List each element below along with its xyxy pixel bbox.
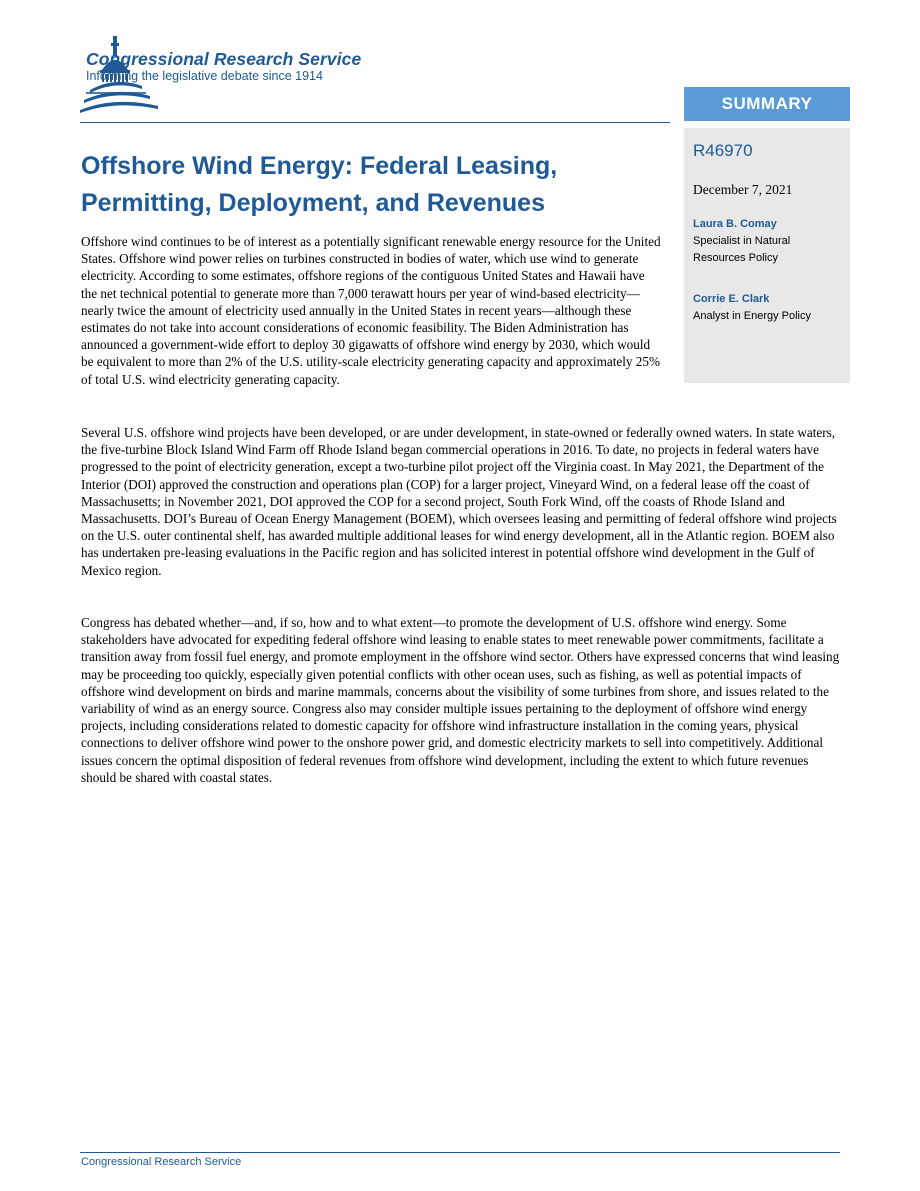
footer-divider [80, 1152, 840, 1153]
author-name: Corrie E. Clark [693, 293, 770, 305]
author-title: Analyst in Energy Policy [693, 310, 811, 322]
report-number: R46970 [693, 141, 753, 160]
summary-sidebar [684, 128, 850, 383]
body-paragraph: Several U.S. offshore wind projects have been developed, or are under development, in state-owned or federally owned waters. In state waters, the five-turbine Block Island Wind Farm off Rhode Island began commercial operations in 2016. To date, no projects in federal waters have progressed to the point of electricity generation, except a two-turbine pilot project off the Virginia coast. In May 2021, the Department of the Interior (DOI) approved the construction and operations plan (COP) for a larger project, Vineyard Wind, on a federal lease off the coast of Massachusetts; in November 2021, DOI approved the COP for a second project, South Fork Wind, off the coasts of Rhode Island and Massachusetts. DOI’s Bureau of Ocean Energy Management (BOEM), which oversees leasing and permitting of federal offshore wind projects on the U.S. outer continental shelf, has awarded multiple additional leases for wind energy development, all in the Atlantic region. BOEM also has undertaken pre-leasing evaluations in the Pacific region and has solicited interest in potential offshore wind development in the Gulf of Mexico region. [81, 425, 837, 578]
report-date: December 7, 2021 [693, 182, 793, 197]
footer-text: Congressional Research Service [81, 1156, 242, 1168]
header-divider [80, 122, 670, 123]
body-paragraph: Congress has debated whether—and, if so, how and to what extent—to promote the development of U.S. offshore wind energy. Some stakeholders have advocated for expediting federal offshore wind leasing to enable states to meet renewable power commitments, facilitate a transition away from fossil fuel energy, and promote employment in the offshore wind sector. Others have expressed concerns that wind leasing may be proceeding too quickly, especially given potential conflicts with other ocean uses, such as fishing, as well as potential impacts of offshore wind development on birds and marine mammals, concerns about the visibility of some turbines from shore, and issues related to the variability of wind as an energy source. Congress also may consider multiple issues pertaining to the deployment of offshore wind energy projects, including considerations related to domestic capacity for offshore wind infrastructure installation in the coming years, physical connections to deliver offshore wind power to the onshore power grid, and domestic electricity markets to sell into competitively. Additional issues concern the optimal disposition of federal revenues from offshore wind development, including the extent to which future revenues should be shared with coastal states. [81, 615, 840, 785]
org-tagline: Informing the legislative debate since 1914 [86, 69, 323, 83]
summary-tab: SUMMARY [684, 87, 850, 121]
author-name: Laura B. Comay [693, 218, 777, 230]
author-title: Specialist in Natural Resources Policy [693, 235, 791, 264]
body-paragraph: Offshore wind continues to be of interest as a potentially significant renewable energy resource for the United States. Offshore wind power relies on turbines constructed in bodies of water, which use wind to generate electricity. According to some estimates, offshore regions of the contiguous United States and Hawaii have the net technical potential to generate more than 7,000 terawatt hours per year of wind-based electricity—nearly twice the amount of electricity used annually in the United States in recent years—although these estimates do not take into account considerations of economic feasibility. The Biden Administration has announced a government-wide effort to deploy 30 gigawatts of offshore wind energy by 2030, which would be equivalent to more than 2% of the U.S. utility-scale electricity generating capacity and approximately 25% of total U.S. wind electricity generating capacity. [81, 234, 661, 387]
org-name: Congressional Research Service [86, 49, 362, 69]
document-title: Offshore Wind Energy: Federal Leasing, Permitting, Deployment, and Revenues [81, 152, 558, 217]
